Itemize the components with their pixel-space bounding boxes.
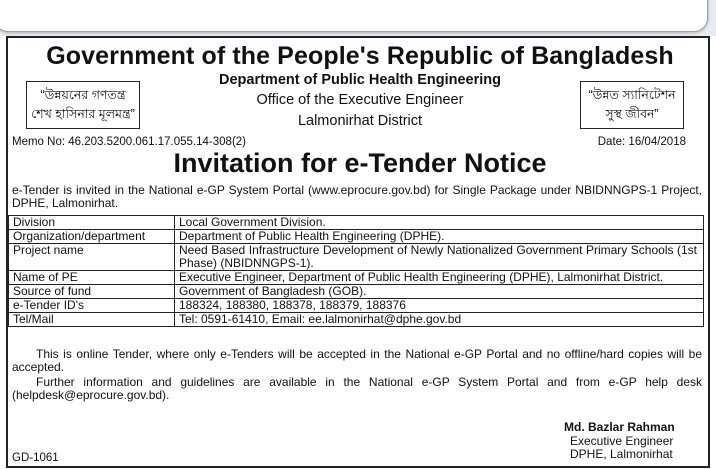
row-value: Tel: 0591-61410, Email: ee.lalmonirhat@dphe.gov.bd xyxy=(175,313,704,327)
memo-number: Memo No: 46.203.5200.061.17.055.14-308(2) xyxy=(12,136,246,148)
further-info-paragraph: Further information and guidelines are available in the National e-GP System Portal and from e-GP help desk (helpdesk@eprocure.gov.bd). xyxy=(12,375,702,402)
table-row xyxy=(9,285,704,299)
gd-number: GD-1061 xyxy=(12,452,59,464)
tender-notice xyxy=(6,36,710,468)
row-label: Tel/Mail xyxy=(9,313,175,327)
row-label: Division xyxy=(9,216,175,230)
table-row xyxy=(9,313,704,327)
row-label: Organization/department xyxy=(9,230,175,244)
row-value: 188324, 188380, 188378, 188379, 188376 xyxy=(175,299,704,313)
slogan-left-line1: “উন্নয়নের গণতন্ত্র xyxy=(40,88,126,102)
intro-paragraph: e-Tender is invited in the National e-GP System Portal (www.eprocure.gov.bd) for Single Package under NBIDNNGPS-1 Project, DPHE, Lalmonirhat. xyxy=(12,183,702,210)
row-label: e-Tender ID's xyxy=(9,299,175,313)
table-row xyxy=(9,299,704,313)
row-label: Source of fund xyxy=(9,285,175,299)
online-tender-paragraph: This is online Tender, where only e-Tenders will be accepted in the National e-GP Portal and no offline/hard copies will be accepted. xyxy=(12,347,702,374)
overlay-card-edge xyxy=(0,0,708,32)
slogan-left-line2: শেখ হাসিনার মূলমন্ত্র” xyxy=(31,107,135,121)
office-name: Office of the Executive Engineer xyxy=(256,92,464,108)
slogan-right-line2: সুস্থ জীবন” xyxy=(605,107,659,121)
government-title: Government of the People's Republic of Bangladesh xyxy=(46,42,674,70)
table-row xyxy=(9,244,704,271)
row-label: Project name xyxy=(9,244,175,271)
table-row xyxy=(9,216,704,230)
row-value: Need Based Infrastructure Development of Newly Nationalized Government Primary Schools (1st Phase) (NBIDNNGPS-1). xyxy=(175,244,704,271)
tender-details-table xyxy=(8,215,704,327)
district-name: Lalmonirhat District xyxy=(297,113,423,129)
signatory-office: DPHE, Lalmonirhat xyxy=(570,447,673,461)
table-row xyxy=(9,271,704,285)
notice-title: Invitation for e-Tender Notice xyxy=(173,148,547,178)
row-value: Local Government Division. xyxy=(175,216,704,230)
notice-date: Date: 16/04/2018 xyxy=(597,136,686,148)
slogan-right-line1: “উন্নত স্যানিটেশন xyxy=(588,88,676,102)
table-row xyxy=(9,230,704,244)
signatory-name: Md. Bazlar Rahman xyxy=(564,420,675,434)
signatory-title: Executive Engineer xyxy=(570,434,674,448)
row-value: Executive Engineer, Department of Public Health Engineering (DPHE), Lalmonirhat District. xyxy=(175,271,704,285)
department-name: Department of Public Health Engineering xyxy=(219,72,501,88)
row-label: Name of PE xyxy=(9,271,175,285)
row-value: Department of Public Health Engineering (DPHE). xyxy=(175,230,704,244)
row-value: Government of Bangladesh (GOB). xyxy=(175,285,704,299)
slogan-box-right xyxy=(580,81,684,129)
